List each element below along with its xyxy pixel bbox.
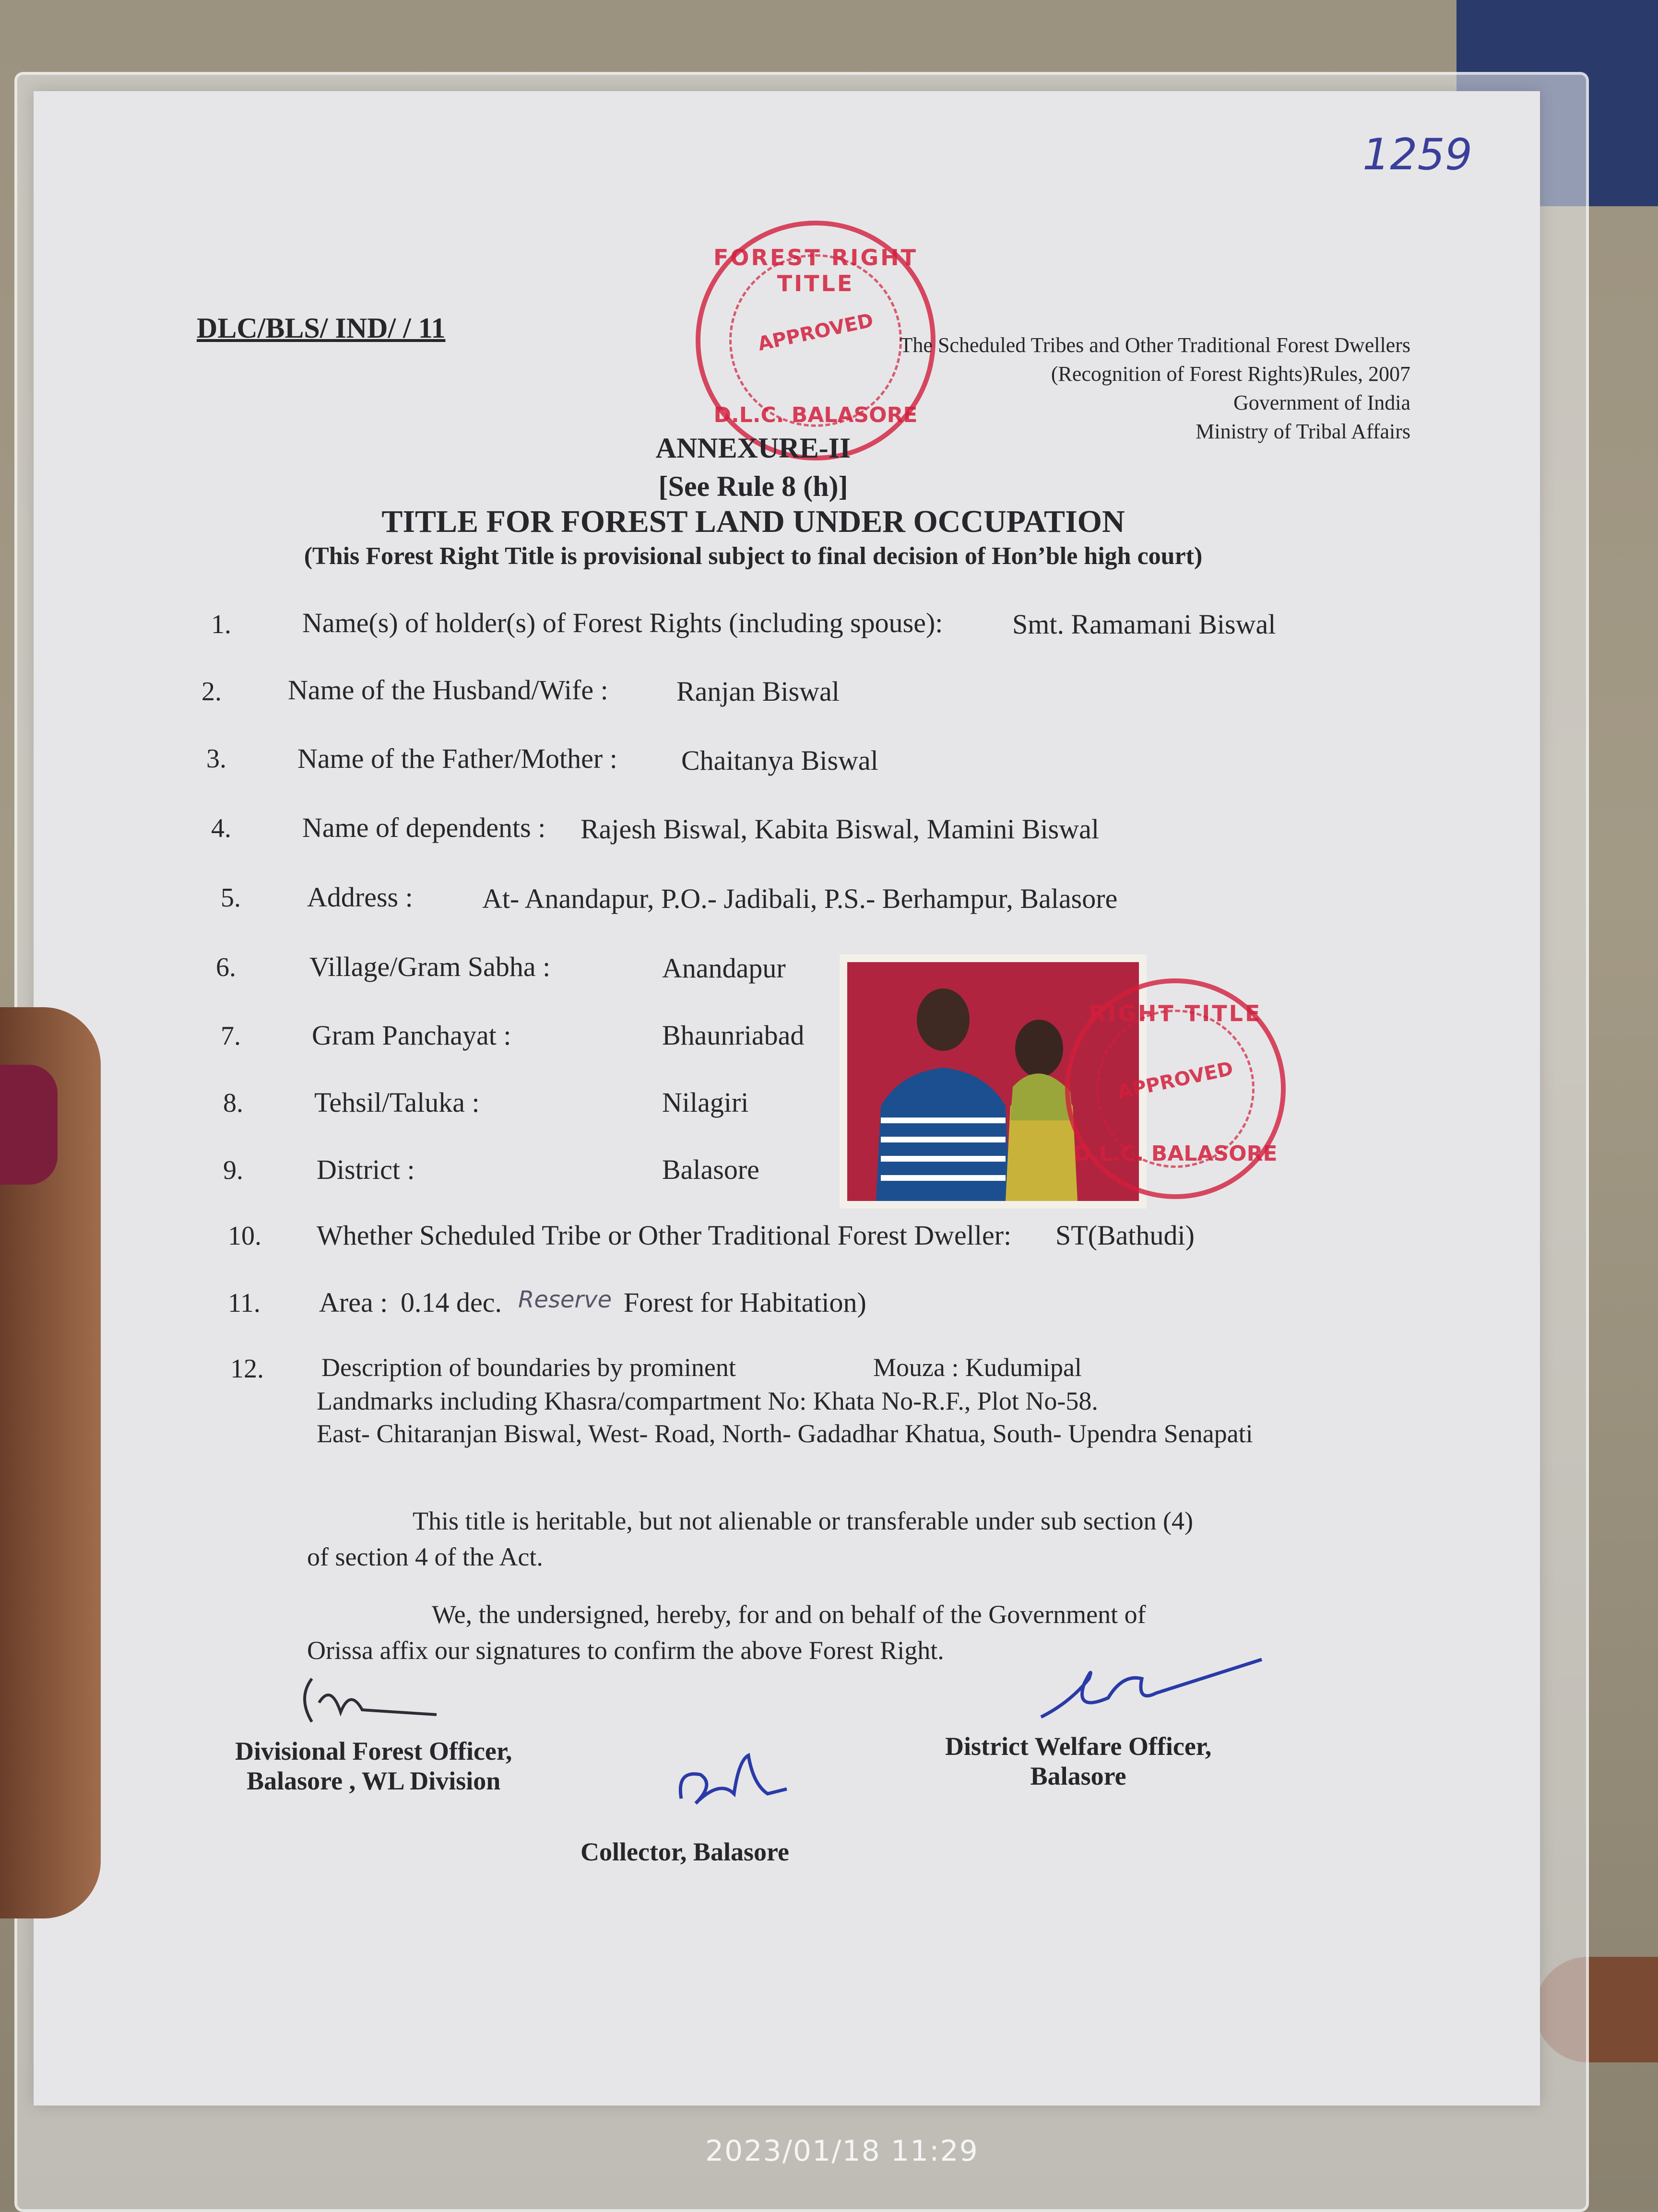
dfo-title xyxy=(235,1736,512,1796)
area-purpose: Forest for Habitation) xyxy=(624,1287,866,1318)
item-label: Name of the Husband/Wife : xyxy=(288,674,608,706)
header-line: Government of India xyxy=(1233,391,1410,414)
item-label: Name of dependents : xyxy=(302,812,546,843)
panchayat-value: Bhaunriabad xyxy=(662,1020,805,1051)
signatory-line: Divisional Forest Officer, xyxy=(235,1737,512,1765)
item-number: 6. xyxy=(216,953,236,982)
handwritten-number: 1259 xyxy=(1362,129,1473,180)
item-number: 8. xyxy=(223,1088,243,1118)
stamp-bottom-text: D.L.C. BALASORE xyxy=(1073,1141,1278,1166)
item-label: District : xyxy=(317,1154,415,1185)
item-number: 4. xyxy=(211,813,231,843)
item-number: 9. xyxy=(223,1155,243,1185)
item-number: 2. xyxy=(201,677,222,706)
signatory-line: District Welfare Officer, xyxy=(945,1732,1212,1761)
dependents-names: Rajesh Biswal, Kabita Biswal, Mamini Biswal xyxy=(580,813,1099,845)
mouza-value: Mouza : Kudumipal xyxy=(873,1353,1082,1382)
item-number: 11. xyxy=(228,1288,261,1318)
dfo-signature xyxy=(293,1669,446,1741)
item-number: 10. xyxy=(228,1221,261,1251)
stamp-approved-text: APPROVED xyxy=(1115,1058,1235,1104)
item-label: Village/Gram Sabha : xyxy=(309,951,551,982)
document-subtitle: (This Forest Right Title is provisional subject to final decision of Hon’ble high court) xyxy=(304,542,1203,570)
reference-number: DLC/BLS/ IND/ / 11 xyxy=(197,312,446,344)
header-line: (Recognition of Forest Rights)Rules, 2007 xyxy=(1051,362,1410,386)
stamp-bottom-text: D.L.C. BALASORE xyxy=(713,403,918,427)
item-label: Gram Panchayat : xyxy=(312,1020,511,1051)
header-line: Ministry of Tribal Affairs xyxy=(1196,420,1410,443)
dwo-signature xyxy=(1031,1650,1271,1736)
address-value: At- Anandapur, P.O.- Jadibali, P.S.- Berhampur, Balasore xyxy=(482,883,1118,914)
issuing-authority-header xyxy=(801,331,1410,446)
item-label: Tehsil/Taluka : xyxy=(314,1087,480,1118)
affirmation-clause: Orissa affix our signatures to confirm the above Forest Right. xyxy=(307,1636,944,1665)
item-number: 1. xyxy=(211,610,231,639)
item-label: Name of the Father/Mother : xyxy=(297,743,617,774)
forest-right-title-document xyxy=(34,91,1540,2106)
stamp-ring-text: FOREST RIGHT TITLE xyxy=(713,245,918,296)
boundaries-line: East- Chitaranjan Biswal, West- Road, North- Gadadhar Khatua, South- Upendra Senapati xyxy=(317,1419,1253,1448)
collector-signature xyxy=(672,1741,796,1818)
holder-name: Smt. Ramamani Biswal xyxy=(1012,609,1276,640)
khasra-line: Landmarks including Khasra/compartment No: Khata No-R.F., Plot No-58. xyxy=(317,1387,1098,1415)
area-value: 0.14 dec. xyxy=(401,1287,502,1318)
item-label: Whether Scheduled Tribe or Other Traditional Forest Dweller: xyxy=(317,1220,1012,1251)
dwo-title xyxy=(945,1731,1211,1791)
item-number: 7. xyxy=(221,1021,241,1051)
affirmation-clause: We, the undersigned, hereby, for and on behalf of the Government of xyxy=(432,1600,1146,1629)
painted-nail xyxy=(0,1065,58,1185)
document-title: TITLE FOR FOREST LAND UNDER OCCUPATION xyxy=(381,504,1125,539)
stamp-approved-text: APPROVED xyxy=(756,309,876,355)
signatory-line: Balasore , WL Division xyxy=(247,1766,501,1795)
approved-stamp-photo xyxy=(1065,978,1286,1199)
header-line: The Scheduled Tribes and Other Traditional Forest Dwellers xyxy=(900,333,1410,357)
rule-reference: [See Rule 8 (h)] xyxy=(658,471,848,502)
boundaries-label: Description of boundaries by prominent xyxy=(321,1353,736,1382)
item-label: Address : xyxy=(307,882,413,913)
tribe-status-value: ST(Bathudi) xyxy=(1055,1220,1195,1251)
heritable-clause: This title is heritable, but not alienable or transferable under sub section (4) xyxy=(413,1506,1193,1535)
parent-name: Chaitanya Biswal xyxy=(681,745,878,776)
collector-title: Collector, Balasore xyxy=(580,1837,789,1866)
item-number: 12. xyxy=(230,1354,264,1384)
handwritten-land-type: Reserve xyxy=(518,1286,612,1313)
item-label: Area : xyxy=(319,1287,388,1318)
tehsil-value: Nilagiri xyxy=(662,1087,749,1118)
item-number: 3. xyxy=(206,744,226,774)
item-number: 5. xyxy=(221,883,241,913)
spouse-name: Ranjan Biswal xyxy=(676,676,840,707)
stamp-ring-text: RIGHT TITLE xyxy=(1089,1000,1262,1026)
district-value: Balasore xyxy=(662,1154,759,1185)
annexure-heading: ANNEXURE-II xyxy=(655,432,851,464)
village-value: Anandapur xyxy=(662,953,786,984)
item-label: Name(s) of holder(s) of Forest Rights (including spouse): xyxy=(302,607,943,638)
heritable-clause: of section 4 of the Act. xyxy=(307,1542,543,1571)
camera-timestamp: 2023/01/18 11:29 xyxy=(705,2134,979,2168)
signatory-line: Balasore xyxy=(1030,1762,1126,1790)
